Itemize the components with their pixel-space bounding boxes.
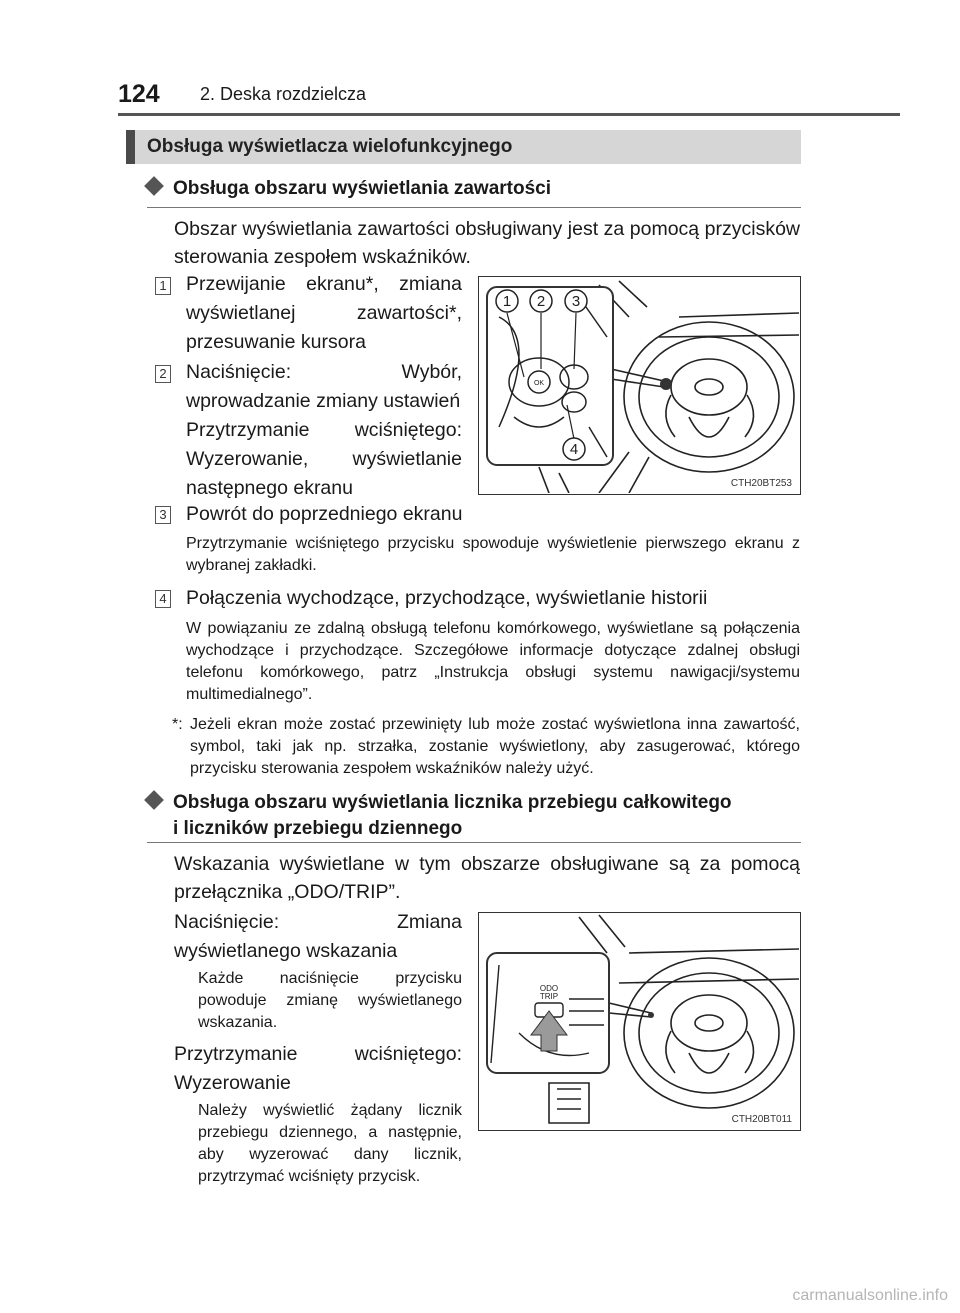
figure-2-code: CTH20BT011 [731,1114,792,1125]
callout-4: 4 [569,441,579,458]
diamond-bullet-icon [144,790,164,810]
item-4-note: W powiązaniu ze zdalną obsługą telefonu komórkowego, wyświetlane są połączenia wychodzące i przychodzące. Szczegółowe informacje dotyczące zdalnej obsługi telefonu komórkowego, patrz „Instrukcja obsługi systemu nawigacji/systemu multimedialnego”. [186,620,800,703]
chapter-title: 2. Deska rozdzielcza [200,84,367,104]
item-number-4: 4 [155,590,171,608]
item-3-text: Powrót do poprzedniego ekranu [186,503,463,525]
diamond-bullet-icon [144,176,164,196]
section-heading [126,130,801,164]
page-number: 124 [118,80,160,108]
footnote-text: Jeżeli ekran może zostać przewinięty lub może zostać wyświetlona inna zawartość, symbol, taki jak np. strzałka, zostanie wyświetlony, aby zasugerować, którego przycisku sterowania zespołem wskaźników należy użyć. [190,716,800,777]
sub2-intro: Wskazania wyświetlane w tym obszarze obsługiwane są za pomocą przełącznika „ODO/TRIP”. [174,853,800,903]
item-number-2: 2 [155,365,171,383]
subsection-heading-2-line2: i liczników przebiegu dziennego [173,818,463,839]
sub1-intro: Obszar wyświetlania zawartości obsługiwany jest za pomocą przycisków sterowania zespołem wskaźników. [174,218,800,268]
odo-trip-figure [478,912,801,1131]
footnote-mark: *: [172,716,183,733]
subsection-heading-1 [147,178,551,200]
figure-1-code: CTH20BT253 [730,478,792,489]
header-rule [118,113,900,116]
trip-label: TRIP [539,992,559,1001]
callout-3: 3 [571,293,581,310]
hold-note: Należy wyświetlić żądany licznik przebiegu dziennego, a następnie, aby wyzerować dany licznik, przytrzymać wciśnięty przycisk. [198,1102,462,1185]
watermark: carmanualsonline.info [792,1287,948,1304]
subsection-rule-2 [147,842,801,843]
svg-text:OK: OK [533,380,545,387]
press-text: Naciśnięcie: Zmiana wyświetlanego wskazania [174,911,462,962]
callout-1: 1 [502,293,512,310]
section-heading-text: Obsługa wyświetlacza wielofunkcyjnego [147,136,513,157]
item-number-1: 1 [155,277,171,295]
odo-label: ODO [539,984,559,993]
item-3-note: Przytrzymanie wciśniętego przycisku spowoduje wyświetlenie pierwszego ekranu z wybranej zakładki. [186,535,800,574]
subsection-rule-1 [147,207,801,208]
item-4-text: Połączenia wychodzące, przychodzące, wyświetlanie historii [186,587,708,609]
steering-controls-figure [478,276,801,495]
item-2-text: Naciśnięcie: Wybór, wprowadzanie zmiany ustawień [186,361,462,412]
odo-trip-illustration [479,913,799,1129]
hold-text: Przytrzymanie wciśniętego: Wyzerowanie [174,1043,462,1094]
subsection-heading-1-text: Obsługa obszaru wyświetlania zawartości [173,178,552,199]
item-1-text: Przewijanie ekranu*, zmiana wyświetlanej zawartości*, przesuwanie kursora [186,273,462,353]
steering-wheel-illustration [479,277,799,493]
subsection-heading-2-line1: Obsługa obszaru wyświetlania licznika przebiegu całkowitego [173,792,732,813]
item-number-3: 3 [155,506,171,524]
callout-2: 2 [536,293,546,310]
subsection-heading-2 [147,790,807,842]
item-2-subtext: Przytrzymanie wciśniętego: Wyzerowanie, wyświetlanie następnego ekranu [186,419,462,499]
press-note: Każde naciśnięcie przycisku powoduje zmianę wyświetlanego wskazania. [198,970,462,1031]
